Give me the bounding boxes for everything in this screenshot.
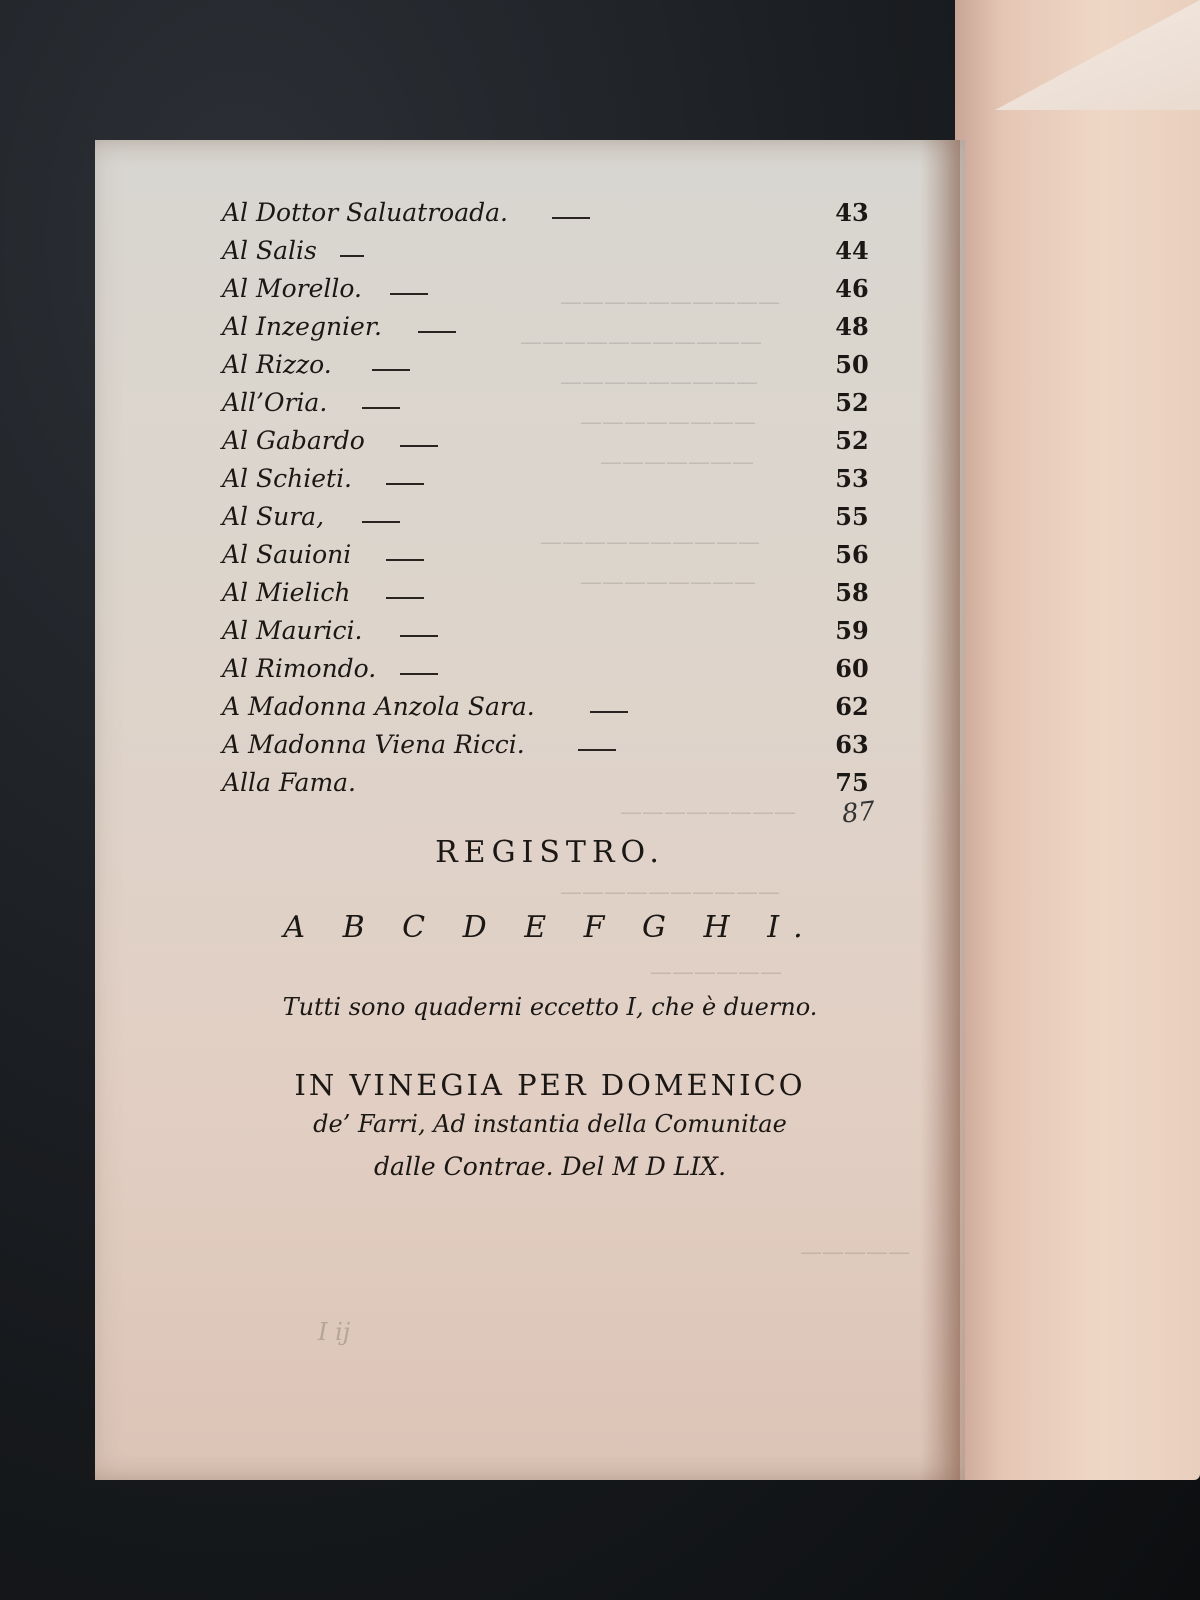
toc-entry-page: 59	[835, 616, 869, 645]
toc-entry	[222, 426, 882, 462]
facing-page	[955, 0, 1200, 1480]
toc-entry-name: All’Oria.	[222, 388, 328, 417]
leader-dash	[400, 635, 438, 637]
handwritten-page-note: 87	[840, 796, 877, 830]
toc-entry-name: Al Schieti.	[222, 464, 353, 493]
toc-entry-name: A Madonna Viena Ricci.	[222, 730, 525, 759]
leader-dash	[362, 521, 400, 523]
leader-dash	[400, 673, 438, 675]
registro-heading: REGISTRO.	[435, 835, 665, 870]
toc-entry-page: 43	[835, 198, 869, 227]
toc-entry-page: 44	[835, 236, 869, 265]
toc-entry	[222, 502, 882, 538]
toc-entry	[222, 730, 882, 766]
toc-entry	[222, 578, 882, 614]
leader-dash	[400, 445, 438, 447]
toc-entry-name: Al Inzegnier.	[222, 312, 382, 341]
imprint-line: dalle Contrae. Del M D LIX.	[373, 1152, 727, 1181]
toc-entry-page: 52	[835, 388, 869, 417]
toc-entry-name: Alla Fama.	[222, 768, 357, 797]
leader-dash	[390, 293, 428, 295]
toc-entry	[222, 540, 882, 576]
toc-entry	[222, 692, 882, 728]
toc-entry-name: Al Dottor Saluatroada.	[222, 198, 508, 227]
toc-entry-name: Al Maurici.	[222, 616, 363, 645]
toc-entry-page: 46	[835, 274, 869, 303]
toc-entry	[222, 768, 882, 804]
leader-dash	[372, 369, 410, 371]
faint-show-through-mark: I ij	[318, 1318, 351, 1346]
toc-entry-page: 55	[835, 502, 869, 531]
toc-entry-name: Al Gabardo	[222, 426, 365, 455]
toc-entry	[222, 236, 882, 272]
leader-dash	[418, 331, 456, 333]
toc-entry	[222, 616, 882, 652]
toc-entry-page: 60	[835, 654, 869, 683]
registro-note: Tutti sono quaderni eccetto I, che è duerno.	[282, 993, 818, 1021]
toc-entry-page: 63	[835, 730, 869, 759]
toc-entry	[222, 388, 882, 424]
leader-dash	[590, 711, 628, 713]
imprint-line: de’ Farri, Ad instantia della Comunitae	[313, 1110, 787, 1138]
toc-entry-page: 56	[835, 540, 869, 569]
toc-entry-name: Al Salis	[222, 236, 317, 265]
toc-entry	[222, 464, 882, 500]
leader-dash	[362, 407, 400, 409]
leader-dash	[340, 255, 364, 257]
leader-dash	[386, 559, 424, 561]
toc-entry-page: 75	[835, 768, 869, 797]
toc-entry-page: 50	[835, 350, 869, 379]
toc-entry-page: 62	[835, 692, 869, 721]
toc-entry-page: 58	[835, 578, 869, 607]
leader-dash	[552, 217, 590, 219]
leader-dash	[386, 597, 424, 599]
toc-entry	[222, 312, 882, 348]
toc-entry	[222, 654, 882, 690]
imprint-line: IN VINEGIA PER DOMENICO	[294, 1068, 806, 1102]
toc-entry-page: 53	[835, 464, 869, 493]
toc-entry-name: Al Sauioni	[222, 540, 352, 569]
page-gutter-shadow	[920, 140, 960, 1480]
toc-entry	[222, 350, 882, 386]
toc-entry-page: 48	[835, 312, 869, 341]
toc-entry-name: Al Sura,	[222, 502, 325, 531]
toc-entry	[222, 274, 882, 310]
leader-dash	[386, 483, 424, 485]
toc-entry-name: Al Mielich	[222, 578, 351, 607]
toc-entry-name: Al Morello.	[222, 274, 362, 303]
toc-entry-name: A Madonna Anzola Sara.	[222, 692, 535, 721]
signature-letters: A B C D E F G H I.	[283, 910, 817, 945]
toc-entry-name: Al Rizzo.	[222, 350, 332, 379]
toc-entry-name: Al Rimondo.	[222, 654, 377, 683]
toc-entry	[222, 198, 882, 234]
toc-entry-page: 52	[835, 426, 869, 455]
leader-dash	[578, 749, 616, 751]
